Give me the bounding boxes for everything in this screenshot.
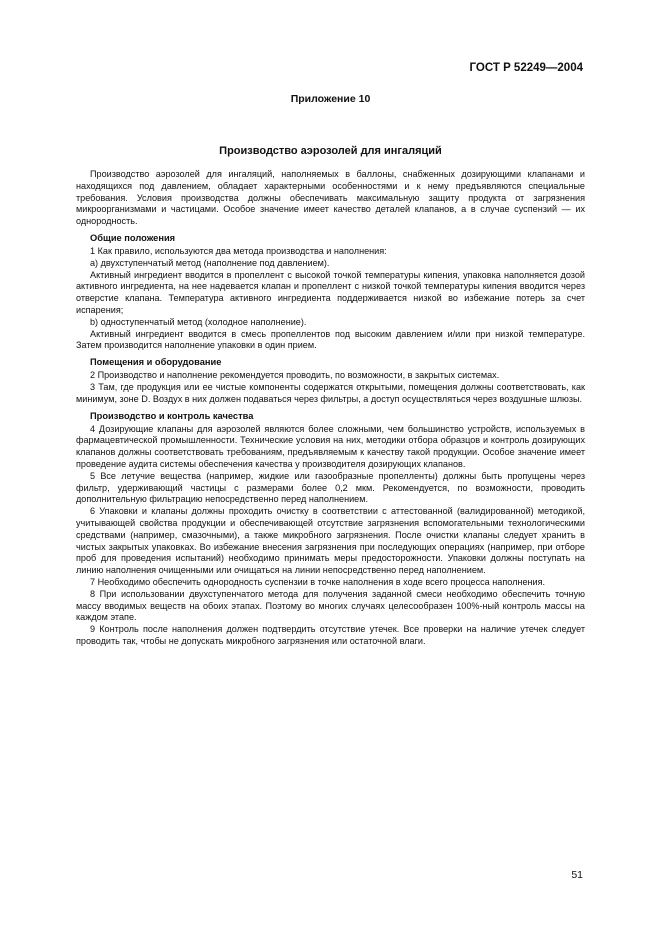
paragraph: 7 Необходимо обеспечить однородность суспензии в точке наполнения в ходе всего процесса наполнения. — [90, 576, 546, 587]
paragraph: 5 Все летучие вещества (например, жидкие или газообразные пропелленты) должны быть пропущены через фильтр, удерживающий частицы с размерами более 0,2 мкм. Рекомендуется, по возможности, проводить дополнительную фильтрацию непосредственно перед наполнением. — [76, 470, 585, 505]
paragraph: 2 Производство и наполнение рекомендуется проводить, по возможности, в закрытых системах. — [90, 370, 500, 381]
appendix-title: Приложение 10 — [290, 93, 371, 105]
paragraph: Активный ингредиент вводится в пропеллент с высокой точкой температуры кипения, упаковка наполняется дозой активного ингредиента, на нее надевается клапан и пропеллент с низкой точкой температуры кипения вводится через отверстие клапана. Температура активного ингредиента поддерживается низкой во избежание потерь за счет испарения; — [76, 269, 585, 315]
section-heading-general: Общие положения — [90, 232, 176, 243]
document-title: Производство аэрозолей для ингаляций — [219, 145, 442, 157]
paragraph: Активный ингредиент вводится в смесь пропеллентов под высоким давлением и/или при низкой температуре. Затем производится наполнение упаковки в один прием. — [76, 328, 585, 351]
page-number: 51 — [571, 869, 583, 881]
section-heading-production: Производство и контроль качества — [90, 410, 254, 421]
paragraph: 3 Там, где продукция или ее чистые компоненты содержатся открытыми, помещения должны соответствовать, как минимум, зоне D. Воздух в них должен подаваться через фильтры, а доступ осуществляться через воздушные шлюзы. — [76, 381, 585, 404]
paragraph: 8 При использовании двухступенчатого метода для получения заданной смеси необходимо обеспечить точную массу вводимых веществ на обоих этапах. Поэтому во многих случаях целесообразен 100%-ный контроль массы на каждом этапе. — [76, 588, 585, 623]
paragraph: 4 Дозирующие клапаны для аэрозолей являются более сложными, чем большинство устройств, используемых в фармацевтической промышленности. Технические условия на них, методики отбора образцов и контроль дозирующих клапанов должны соответствовать требованиям, предъявляемым к качеству такой продукции. Особое значение имеет проведение аудита системы обеспечения качества у производителя дозирующих клапанов. — [76, 423, 585, 469]
paragraph: 1 Как правило, используются два метода производства и наполнения: — [90, 245, 387, 256]
paragraph: b) одноступенчатый метод (холодное наполнение). — [90, 316, 307, 327]
paragraph: 9 Контроль после наполнения должен подтвердить отсутствие утечек. Все проверки на наличие утечек следует проводить так, чтобы не допускать микробного загрязнения или остаточной влаги. — [76, 624, 585, 646]
document-body — [76, 169, 585, 648]
paragraph: 6 Упаковки и клапаны должны проходить очистку в соответствии с аттестованной (валидированной) методикой, учитывающей свойства продукции и обеспечивающей отсутствие загрязнения вспомогательными технологическими средствами (например, смазочными), а также микробного загрязнения. После очистки клапаны следует хранить в чистых закрытых упаковках. Во избежание внесения загрязнения при последующих операциях (например, при отборе проб для проведения испытаний) необходимо принимать меры предосторожности. Упаковки должны поступать на линию наполнения очищенными или очищаться на линии непосредственно перед наполнением. — [76, 506, 585, 576]
section-heading-premises: Помещения и оборудование — [90, 357, 222, 368]
standard-number: ГОСТ Р 52249—2004 — [469, 62, 583, 74]
paragraph: а) двухступенчатый метод (наполнение под давлением). — [90, 257, 330, 268]
intro-paragraph: Производство аэрозолей для ингаляций, наполняемых в баллоны, снабженных дозирующими клапанами и находящихся под давлением, обладает характерными особенностями и к нему предъявляются специальные требования. Условия производства должны обеспечивать максимальную защиту продукта от загрязнения микроорганизмами и частицами. Особое значение имеет качество деталей клапанов, а в случае суспензий — их однородность. — [76, 169, 585, 227]
